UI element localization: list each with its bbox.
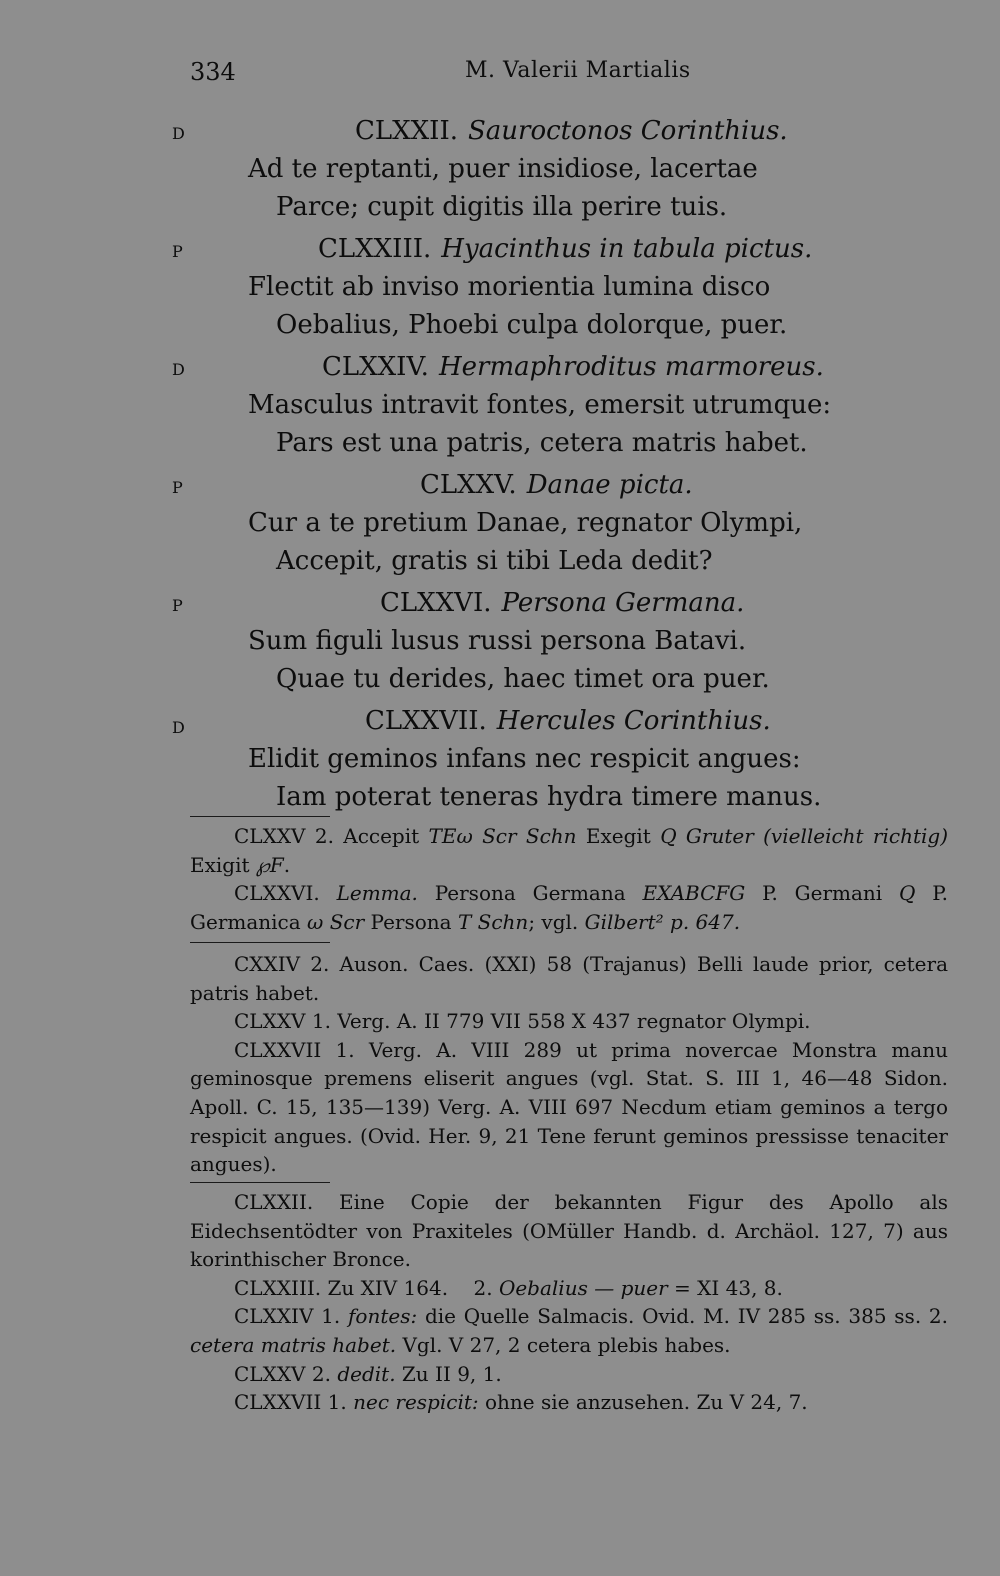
- apparatus-note: CLXXV 2. Accepit TEω Scr Schn Exegit Q Gruter (vielleicht richtig) Exigit ℘F.: [190, 824, 948, 877]
- manuscript-siglum: D: [172, 718, 185, 737]
- epigram-title: [0, 234, 1000, 264]
- critical-apparatus: [190, 822, 948, 936]
- manuscript-siglum: P: [172, 478, 183, 497]
- sources-rule: [190, 942, 330, 943]
- source-note: CXXIV 2. Auson. Caes. (XXI) 58 (Trajanus) Belli laude prior, cetera patris habet.: [190, 952, 948, 1005]
- apparatus-note: CLXXVI. Lemma. Persona Germana EXABCFG P. Germani Q P. Germanica ω Scr Persona T Schn; vgl. Gilbert² p. 647.: [190, 881, 949, 934]
- running-title: M. Valerii Martialis: [465, 58, 691, 83]
- verse-line: Flectit ab inviso morientia lumina disco: [248, 272, 771, 302]
- commentary-note: CLXXV 2. dedit. Zu II 9, 1.: [234, 1361, 502, 1386]
- manuscript-siglum: D: [172, 124, 185, 143]
- epigram: [0, 584, 1000, 702]
- epigram-title: [0, 352, 1000, 382]
- epigram-lemma: Hyacinthus in tabula pictus.: [441, 234, 813, 264]
- epigram: [0, 348, 1000, 466]
- page-header: [190, 58, 950, 98]
- epigram-list: [0, 112, 1000, 820]
- epigram-number: CLXXII.: [355, 116, 458, 146]
- epigram-title: [0, 588, 1000, 618]
- commentary: [190, 1188, 948, 1417]
- epigram-number: CLXXV.: [420, 470, 517, 500]
- epigram-lemma: Hermaphroditus marmoreus.: [438, 352, 824, 382]
- epigram: [0, 702, 1000, 820]
- commentary-note: CLXXIV 1. fontes: die Quelle Salmacis. Ovid. M. IV 285 ss. 385 ss. 2. cetera matris habet. Vgl. V 27, 2 cetera plebis habes.: [190, 1304, 949, 1357]
- manuscript-siglum: P: [172, 242, 183, 261]
- verse-line: Ad te reptanti, puer insidiose, lacertae: [248, 154, 758, 184]
- epigram-number: CLXXIV.: [322, 352, 429, 382]
- verse-line: Pars est una patris, cetera matris habet.: [276, 428, 808, 458]
- page-number: 334: [190, 58, 236, 86]
- verse-line: Sum figuli lusus russi persona Batavi.: [248, 626, 747, 656]
- commentary-note: CLXXII. Eine Copie der bekannten Figur des Apollo als Eidechsentödter von Praxiteles (OMüller Handb. d. Archäol. 127, 7) aus korinthischer Bronce.: [190, 1190, 948, 1272]
- epigram: [0, 112, 1000, 230]
- epigram-lemma: Danae picta.: [526, 470, 693, 500]
- verse-line: Quae tu derides, haec timet ora puer.: [276, 664, 770, 694]
- epigram: [0, 466, 1000, 584]
- source-note: CLXXVII 1. Verg. A. VIII 289 ut prima novercae Monstra manu geminosque premens eliserit angues (vgl. Stat. S. III 1, 46—48 Sidon. Apoll. C. 15, 135—139) Verg. A. VIII 697 Necdum etiam geminos a tergo respicit angues. (Ovid. Her. 9, 21 Tene ferunt geminos pressisse tenaciter angues).: [190, 1037, 948, 1177]
- apparatus-rule: [190, 816, 330, 817]
- verse-line: Masculus intravit fontes, emersit utrumque:: [248, 390, 832, 420]
- epigram-lemma: Hercules Corinthius.: [496, 706, 771, 736]
- epigram-number: CLXXIII.: [318, 234, 432, 264]
- epigram-title: [0, 706, 1000, 736]
- verse-line: Parce; cupit digitis illa perire tuis.: [276, 192, 728, 222]
- verse-line: Iam poterat teneras hydra timere manus.: [276, 782, 822, 812]
- commentary-note: CLXXIII. Zu XIV 164. 2. Oebalius — puer = XI 43, 8.: [234, 1275, 783, 1300]
- commentary-rule: [190, 1182, 330, 1183]
- verse-line: Oebalius, Phoebi culpa dolorque, puer.: [276, 310, 788, 340]
- manuscript-siglum: P: [172, 596, 183, 615]
- epigram-number: CLXXVI.: [380, 588, 492, 618]
- source-apparatus: [190, 950, 948, 1179]
- source-note: CLXXV 1. Verg. A. II 779 VII 558 X 437 regnator Olympi.: [234, 1009, 811, 1034]
- epigram-number: CLXXVII.: [365, 706, 487, 736]
- epigram-lemma: Sauroctonos Corinthius.: [467, 116, 788, 146]
- manuscript-siglum: D: [172, 360, 185, 379]
- epigram: [0, 230, 1000, 348]
- epigram-lemma: Persona Germana.: [501, 588, 745, 618]
- epigram-title: [0, 116, 1000, 146]
- epigram-title: [0, 470, 1000, 500]
- commentary-note: CLXXVII 1. nec respicit: ohne sie anzusehen. Zu V 24, 7.: [234, 1390, 808, 1415]
- verse-line: Cur a te pretium Danae, regnator Olympi,: [248, 508, 803, 538]
- verse-line: Elidit geminos infans nec respicit angues:: [248, 744, 801, 774]
- verse-line: Accepit, gratis si tibi Leda dedit?: [276, 546, 713, 576]
